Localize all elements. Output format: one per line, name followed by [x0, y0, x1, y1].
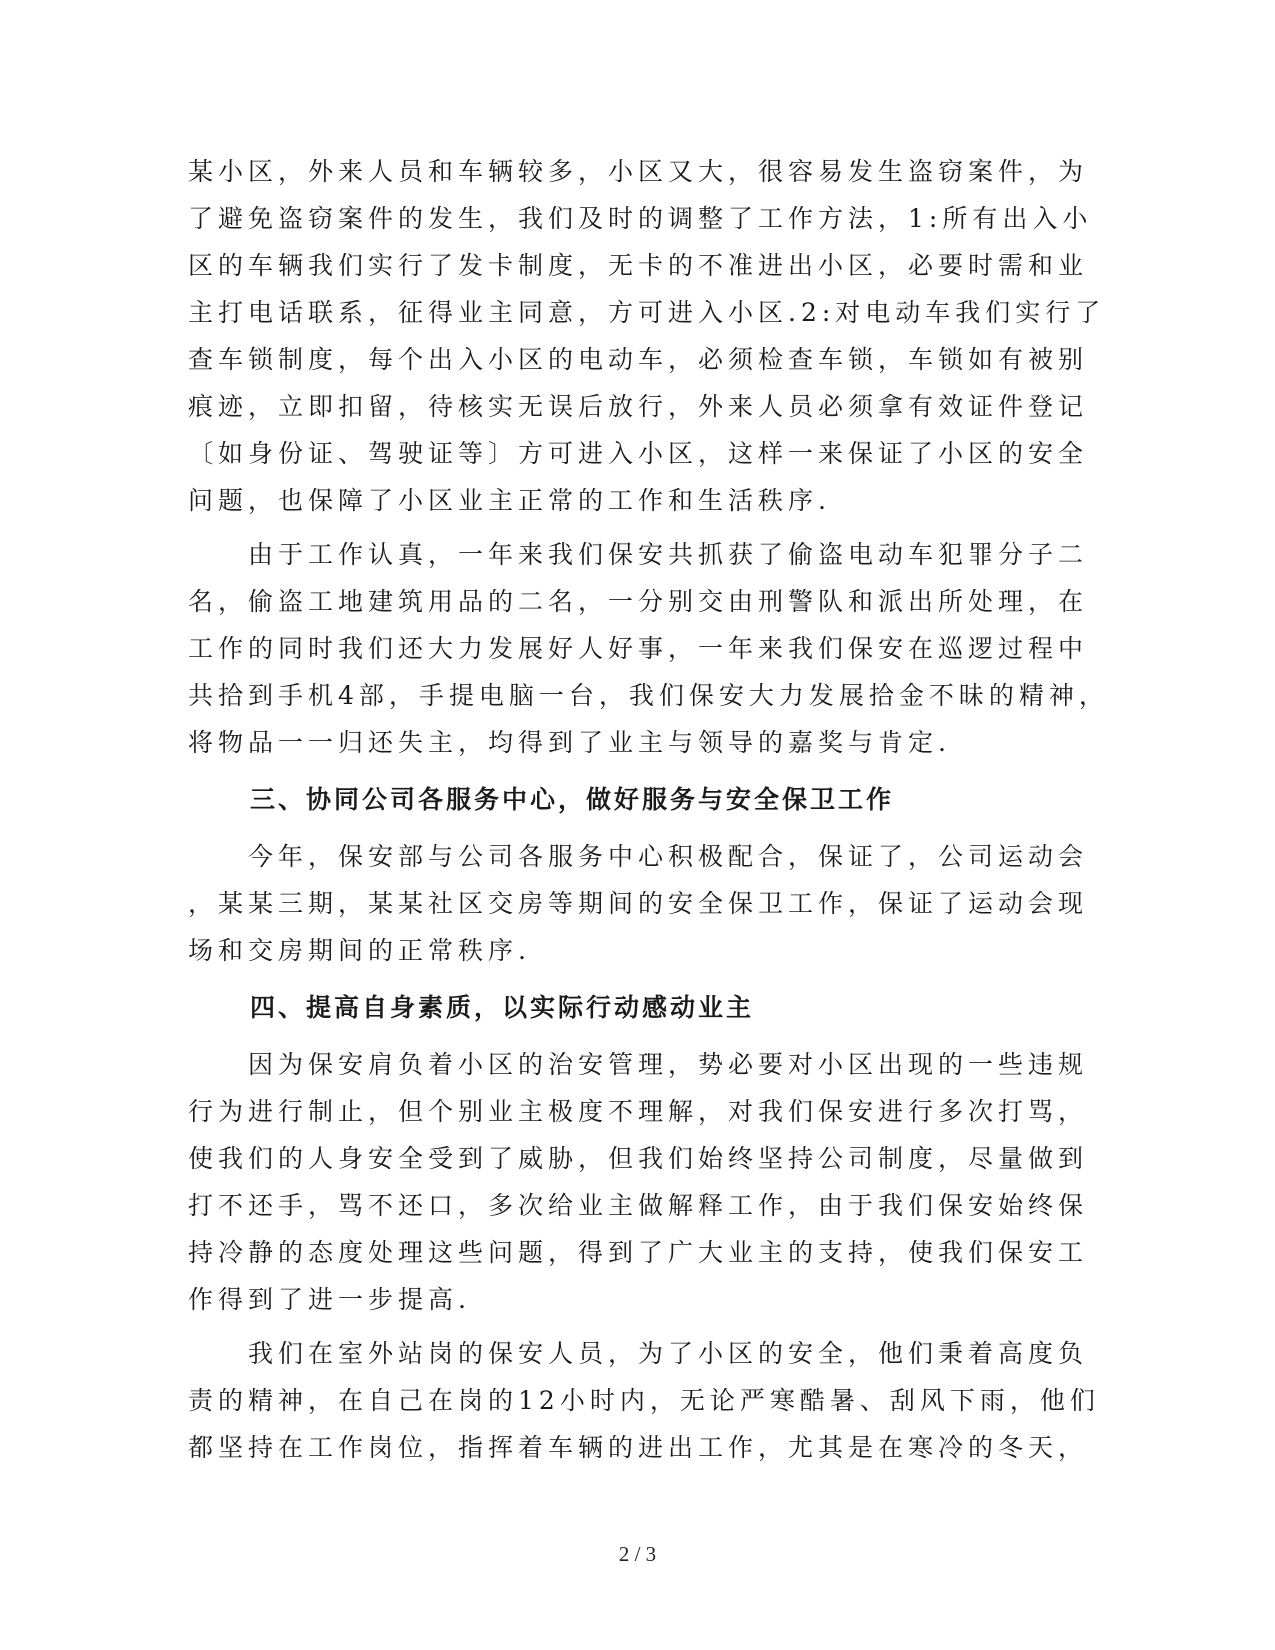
text-line: 都坚持在工作岗位，指挥着车辆的进出工作，尤其是在寒冷的冬天， [188, 1433, 1089, 1462]
text-line: 名，偷盗工地建筑用品的二名，一分别交由刑警队和派出所处理，在 [188, 587, 1089, 616]
text-line: 共拾到手机4部，手提电脑一台，我们保安大力发展拾金不昧的精神， [188, 681, 1109, 710]
section-heading-4: 四、提高自身素质，以实际行动感动业主 [250, 993, 755, 1022]
text-line: 某小区，外来人员和车辆较多，小区又大，很容易发生盗窃案件，为 [188, 157, 1089, 186]
text-line: ，某某三期，某某社区交房等期间的安全保卫工作，保证了运动会现 [188, 889, 1089, 918]
paragraph-cooperation [188, 833, 1089, 974]
text-line: 了避免盗窃案件的发生，我们及时的调整了工作方法，1:所有出入小 [188, 204, 1093, 233]
paragraph-achievements [188, 531, 1109, 766]
text-line: 持冷静的态度处理这些问题，得到了广大业主的支持，使我们保安工 [188, 1238, 1089, 1267]
section-heading-3: 三、协同公司各服务中心，做好服务与安全保卫工作 [250, 785, 895, 814]
text-line: 责的精神，在自己在岗的12小时内，无论严寒酷暑、刮风下雨，他们 [188, 1386, 1100, 1415]
text-line: 查车锁制度，每个出入小区的电动车，必须检查车锁，车锁如有被别 [188, 345, 1089, 374]
text-line: 痕迹，立即扣留，待核实无误后放行，外来人员必须拿有效证件登记 [188, 392, 1089, 421]
text-line: 问题，也保障了小区业主正常的工作和生活秩序. [188, 486, 831, 515]
paragraph-self-improvement [188, 1041, 1089, 1323]
text-line: 工作的同时我们还大力发展好人好事，一年来我们保安在巡逻过程中 [188, 634, 1089, 663]
text-line: 主打电话联系，征得业主同意，方可进入小区.2:对电动车我们实行了 [188, 298, 1106, 327]
text-line: 区的车辆我们实行了发卡制度，无卡的不准进出小区，必要时需和业 [188, 251, 1089, 280]
paragraph-outdoor-guards [188, 1330, 1100, 1471]
paragraph-theft-prevention [188, 148, 1106, 524]
document-body [188, 148, 1109, 1471]
text-line: 由于工作认真，一年来我们保安共抓获了偷盗电动车犯罪分子二 [188, 540, 1089, 569]
text-line: 使我们的人身安全受到了威胁，但我们始终坚持公司制度，尽量做到 [188, 1144, 1089, 1173]
text-line: 我们在室外站岗的保安人员，为了小区的安全，他们秉着高度负 [188, 1339, 1089, 1368]
text-line: 作得到了进一步提高. [188, 1285, 471, 1314]
text-line: 将物品一一归还失主，均得到了业主与领导的嘉奖与肯定. [188, 728, 951, 757]
text-line: 场和交房期间的正常秩序. [188, 936, 531, 965]
text-line: 打不还手，骂不还口，多次给业主做解释工作，由于我们保安始终保 [188, 1191, 1089, 1220]
text-line: 〔如身份证、驾驶证等〕方可进入小区，这样一来保证了小区的安全 [188, 439, 1089, 468]
page-number: 2 / 3 [618, 1542, 657, 1566]
text-line: 因为保安肩负着小区的治安管理，势必要对小区出现的一些违规 [188, 1050, 1089, 1079]
text-line: 行为进行制止，但个别业主极度不理解，对我们保安进行多次打骂， [188, 1097, 1089, 1126]
text-line: 今年，保安部与公司各服务中心积极配合，保证了，公司运动会 [188, 842, 1089, 871]
